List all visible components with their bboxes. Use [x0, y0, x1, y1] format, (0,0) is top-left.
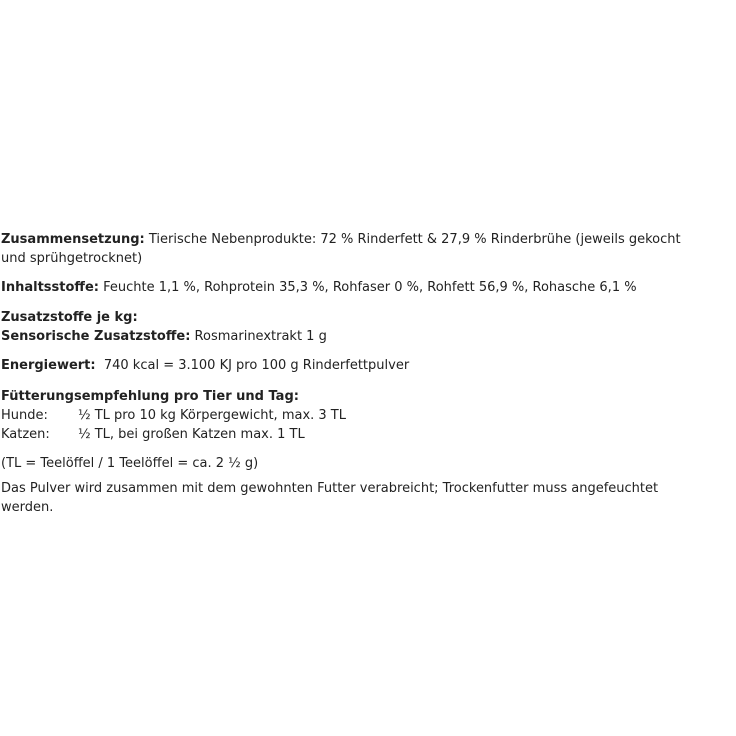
- feeding-note: (TL = Teelöffel / 1 Teelöffel = ca. 2 ½ g): [1, 456, 259, 471]
- sensory-additives-line: [1, 327, 736, 346]
- energy-label: Energiewert:: [1, 358, 96, 373]
- feeding-animal-cats: Katzen:: [1, 427, 50, 442]
- ingredients-line: [1, 278, 736, 297]
- ingredients-label: Inhaltsstoffe:: [1, 280, 99, 295]
- feeding-heading: Fütterungsempfehlung pro Tier und Tag:: [1, 389, 299, 404]
- feeding-animal-dogs: Hunde:: [1, 408, 48, 423]
- feeding-amount-cats: ½ TL, bei großen Katzen max. 1 TL: [78, 427, 305, 442]
- composition-text: Tierische Nebenprodukte: 72 % Rinderfett & 27,9 % Rinderbrühe (jeweils gekocht: [144, 232, 681, 247]
- sensory-additives-text: Rosmarinextrakt 1 g: [190, 329, 327, 344]
- composition-line-2: [1, 249, 736, 268]
- product-info-document: [1, 230, 736, 517]
- feeding-note-line: [1, 454, 736, 473]
- composition-text-continued: und sprühgetrocknet): [1, 251, 143, 266]
- instruction-line-1: [1, 479, 736, 498]
- feeding-row-cats: [1, 425, 736, 444]
- feeding-row-dogs: [1, 406, 736, 425]
- feeding-amount-dogs: ½ TL pro 10 kg Körpergewicht, max. 3 TL: [78, 408, 346, 423]
- instruction-text: Das Pulver wird zusammen mit dem gewohnten Futter verabreicht; Trockenfutter muss angefeuchtet: [1, 481, 659, 496]
- ingredients-text: Feuchte 1,1 %, Rohprotein 35,3 %, Rohfaser 0 %, Rohfett 56,9 %, Rohasche 6,1 %: [98, 280, 637, 295]
- composition-line-1: [1, 230, 736, 249]
- additives-heading-line: [1, 308, 736, 327]
- feeding-heading-line: [1, 387, 736, 406]
- instruction-text-continued: werden.: [1, 500, 54, 515]
- energy-text: 740 kcal = 3.100 KJ pro 100 g Rinderfettpulver: [95, 358, 410, 373]
- additives-heading: Zusatzstoffe je kg:: [1, 310, 138, 325]
- composition-label: Zusammensetzung:: [1, 232, 145, 247]
- sensory-additives-label: Sensorische Zusatzstoffe:: [1, 329, 191, 344]
- instruction-line-2: [1, 498, 736, 517]
- energy-line: [1, 356, 736, 375]
